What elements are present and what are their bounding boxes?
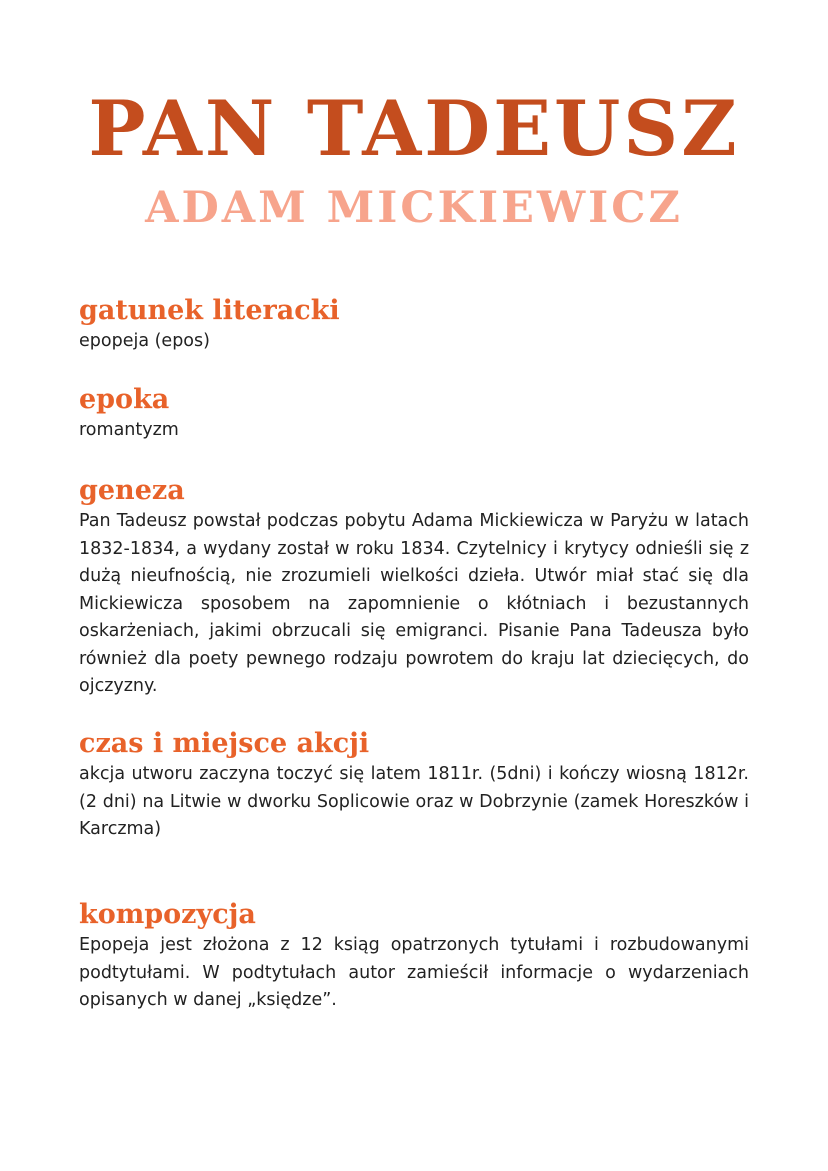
section-heading: czas i miejsce akcji: [79, 728, 370, 759]
section-text: Epopeja jest złożona z 12 ksiąg opatrzonych tytułami i rozbudowanymi podtytułami. W podtytułach autor zamieścił informacje o wydarzeniach opisanych w danej „księdze”.: [79, 935, 749, 1010]
section-heading: epoka: [79, 384, 170, 415]
section-text: akcja utworu zaczyna toczyć się latem 1811r. (5dni) i kończy wiosną 1812r. (2 dni) na Litwie w dworku Soplicowie oraz w Dobrzynie (zamek Horeszków i Karczma): [79, 764, 749, 839]
section-text: Pan Tadeusz powstał podczas pobytu Adama Mickiewicza w Paryżu w latach 1832-1834, a wydany został w roku 1834. Czytelnicy i krytycy odnieśli się z dużą nieufnością, nie zrozumieli wielkości dzieła. Utwór miał stać się dla Mickiewicza sposobem na zapomnienie o kłótniach i bezustannych oskarżeniach, jakimi obrzucali się emigranci. Pisanie Pana Tadeusza było również dla poety pewnego rodzaju powrotem do kraju lat dziecięcych, do ojczyzny.: [79, 511, 749, 696]
section-heading: gatunek literacki: [79, 295, 340, 326]
section-kompozycja: [79, 898, 749, 1015]
section-text: romantyzm: [79, 420, 179, 440]
section-heading: kompozycja: [79, 899, 256, 930]
section-geneza: [79, 474, 749, 701]
section-gatunek: [79, 294, 749, 356]
section-czas-miejsce: [79, 727, 749, 844]
document-title: PAN TADEUSZ: [88, 84, 740, 173]
section-heading: geneza: [79, 475, 185, 506]
section-epoka: [79, 383, 749, 445]
document-author: ADAM MICKIEWICZ: [145, 183, 683, 233]
section-text: epopeja (epos): [79, 331, 210, 351]
